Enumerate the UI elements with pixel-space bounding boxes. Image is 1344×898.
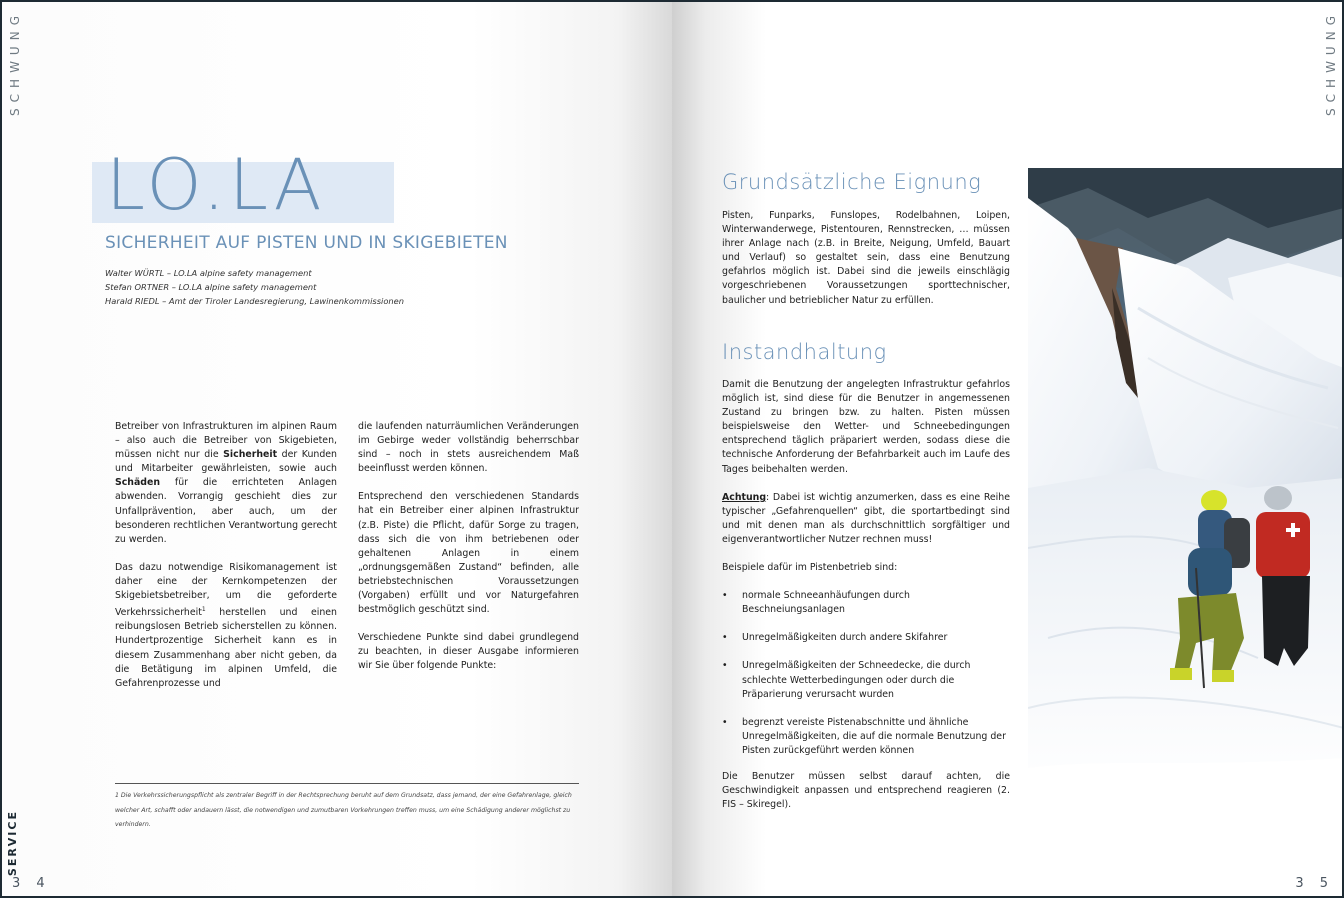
text-eignung	[722, 209, 1010, 322]
list-item: • begrenzt vereiste Pistenabschnitte und ähnliche Unregelmäßigkeiten, die auf die normale Benutzung der Pisten zurückgeführt werden können	[722, 716, 1010, 758]
paragraph: die laufenden naturräumlichen Veränderungen im Gebirge weder vollständig beherrschbar sind – noch in stets ausreichendem Maß beeinflusst werden können.	[358, 421, 579, 475]
heading-eignung: Grundsätzliche Eignung	[722, 170, 982, 194]
heading-instandhaltung: Instandhaltung	[722, 340, 887, 364]
body-column-2	[358, 420, 579, 688]
author-list	[105, 266, 404, 308]
left-page	[2, 2, 672, 896]
paragraph: Verschiedene Punkte sind dabei grundlegend zu beachten, in dieser Ausgabe informieren wir Sie über folgende Punkte:	[358, 632, 579, 672]
ski-photo	[1028, 168, 1344, 800]
paragraph: Damit die Benutzung der angelegten Infrastruktur gefahrlos möglich ist, sind diese für die Benutzer in angemessenen Zustand zu bringen bzw. zu halten. Pisten müssen beispielsweise den Wetter- und Schneebedingungen entsprechend täglich präpariert werden, sodass diese die technische Anforderung der Befahrbarkeit auch im Laufe des Tages beibehalten werden.	[722, 379, 1010, 475]
paragraph: Achtung: Dabei ist wichtig anzumerken, dass es eine Reihe typischer „Gefahrenquellen“ gibt, die sportartbedingt sind und mit denen man als durchschnittlich sorgfältiger und eigenverantwortlicher Nutzer rechnen muss!	[722, 491, 1010, 545]
body-column-1	[115, 420, 337, 705]
paragraph: Beispiele dafür im Pistenbetrieb sind:	[722, 562, 898, 574]
achtung-label: Achtung	[722, 491, 767, 503]
list-item: • Unregelmäßigkeiten der Schneedecke, die durch schlechte Wetterbedingungen oder durch die Präparierung verursacht wurden	[722, 659, 1010, 701]
article-subtitle: SICHERHEIT AUF PISTEN UND IN SKIGEBIETEN	[105, 233, 508, 253]
right-page	[672, 2, 1344, 896]
footnote-ref[interactable]: 1	[201, 606, 206, 614]
paragraph: Betreiber von Infrastrukturen im alpinen Raum – also auch die Betreiber von Skigebieten, müssen nicht nur die Sicherheit der Kunden und Mitarbeiter gewährleisten, sowie auch Schäden für die errichteten Anlagen abwenden. Vorrangig geschieht dies zur Unfallprävention, aber auch, um der besonderen rechtlichen Verantwortung gerecht zu werden.	[115, 421, 337, 545]
footnote-divider	[115, 783, 579, 784]
page-number-left: 3 4	[12, 876, 51, 891]
paragraph: Das dazu notwendige Risikomanagement ist daher eine der Kernkompetenzen der Skigebietsbetreiber, um die geforderte Verkehrssicherheit$^1$ herstellen und einen reibungslosen Betrieb sicherstellen zu können. Hundertprozentige Sicherheit kann es in diesem Zusammenhang aber nicht geben, da die Betätigung im alpinen Umfeld, die Gefahrenprozesse und	[115, 561, 337, 689]
patrol-figure	[1256, 486, 1310, 666]
emphasis: Schäden	[115, 477, 161, 489]
list-item: • normale Schneeanhäufungen durch Beschneiungsanlagen	[722, 589, 1010, 617]
emphasis: Sicherheit	[223, 449, 278, 461]
author-line: Walter WÜRTL – LO.LA alpine safety management	[105, 268, 312, 278]
paragraph: Entsprechend den verschiedenen Standards hat ein Betreiber einer alpinen Infrastruktur (z.B. Piste) die Pflicht, dafür Sorge zu tragen, dass sich die von ihm betriebenen oder gehaltenen Anlagen in einem „ordnungsgemäßen Zustand“ befinden, alle betriebstechnischen Voraussetzungen (Vorgaben) erfüllt und vor Naturgefahren bestmöglich geschützt sind.	[358, 491, 579, 616]
page-number-right: 3 5	[1295, 876, 1334, 891]
section-label: SCHWUNG	[8, 10, 22, 116]
section-label: SCHWUNG	[1324, 10, 1338, 116]
author-line: Harald RIEDL – Amt der Tiroler Landesregierung, Lawinenkommissionen	[105, 296, 405, 306]
department-label: SERVICE	[6, 810, 19, 877]
footnote: 1 Die Verkehrssicherungspflicht als zentraler Begriff in der Rechtsprechung beruht auf dem Grundsatz, dass jemand, der eine Gefahrenlage, gleich welcher Art, schafft oder andauern lässt, die notwendigen und zumutbaren Vorkehrungen treffen muss, um eine Schädigung anderer möglichst zu verhindern.	[115, 792, 572, 828]
list-item: • Unregelmäßigkeiten durch andere Skifahrer	[722, 631, 1010, 645]
author-line: Stefan ORTNER – LO.LA alpine safety management	[105, 282, 317, 292]
hazard-list	[722, 589, 1010, 758]
paragraph: Pisten, Funparks, Funslopes, Rodelbahnen, Loipen, Winterwanderwege, Pistentouren, Rennstrecken, … müssen ihrer Anlage nach (z.B. in Breite, Neigung, Umfeld, Bauart und Verlauf) so gestaltet sein, dass eine Benutzung gefahrlos möglich ist. Dabei sind die jeweils einschlägig vorgeschriebenen Voraussetzungen sporttechnischer, baulicher und betrieblicher Natur zu erfüllen.	[722, 210, 1010, 306]
paragraph: Die Benutzer müssen selbst darauf achten, die Geschwindigkeit anpassen und entsprechend reagieren (2. FIS – Skiregel).	[722, 770, 1010, 811]
article-title: LO.LA	[106, 144, 326, 226]
text-instandhaltung	[722, 378, 1010, 826]
